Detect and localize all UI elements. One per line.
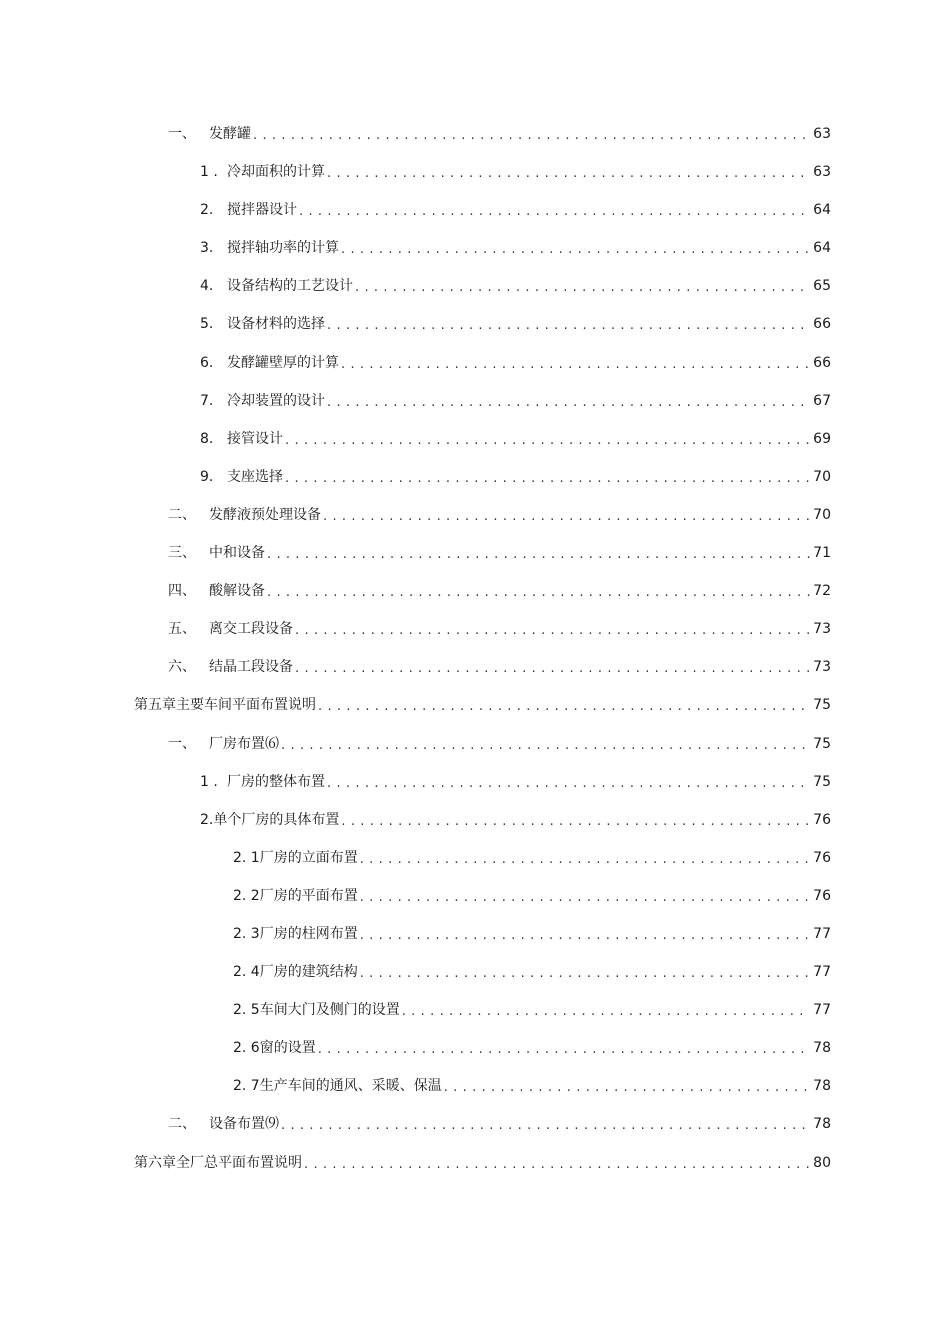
dot-leader	[318, 696, 810, 716]
toc-entry-row	[168, 734, 831, 754]
toc-entry[interactable]	[0, 497, 950, 535]
dot-leader	[327, 163, 810, 183]
toc-entry-row	[233, 1076, 831, 1096]
toc-entry[interactable]	[0, 1030, 950, 1068]
toc-entry[interactable]	[0, 345, 950, 383]
toc-entry-title: 第五章主要车间平面布置说明	[134, 697, 316, 714]
toc-entry-number: 二、	[168, 506, 196, 523]
toc-entry-page-number: 77	[813, 925, 831, 942]
toc-entry[interactable]	[0, 192, 950, 230]
toc-entry-title: 2. 5车间大门及侧门的设置	[233, 1002, 400, 1019]
toc-entry-title: 厂房的整体布置	[227, 773, 325, 790]
toc-entry-title: 支座选择	[227, 468, 283, 485]
toc-entry-title: 结晶工段设备	[209, 659, 293, 676]
toc-entry-row	[168, 1114, 831, 1134]
dot-leader	[327, 392, 810, 412]
toc-entry-number: 六、	[168, 659, 196, 676]
toc-entry[interactable]	[0, 878, 950, 916]
dot-leader	[295, 620, 810, 640]
toc-entry-page-number: 78	[813, 1078, 831, 1095]
toc-entry-page-number: 70	[813, 468, 831, 485]
toc-entry-row	[134, 695, 831, 715]
toc-entry-number: 1 .	[200, 773, 218, 790]
dot-leader	[402, 1001, 810, 1021]
toc-entry-title: 设备结构的工艺设计	[227, 278, 353, 295]
toc-entry-title: 酸解设备	[209, 583, 265, 600]
toc-entry-title: 2. 7生产车间的通风、采暖、保温	[233, 1078, 442, 1095]
toc-entry[interactable]	[0, 802, 950, 840]
toc-entry-row	[200, 353, 831, 373]
toc-entry[interactable]	[0, 383, 950, 421]
toc-entry-page-number: 75	[813, 773, 831, 790]
toc-entry-title: 接管设计	[227, 430, 283, 447]
dot-leader	[285, 430, 810, 450]
toc-entry-row	[200, 391, 831, 411]
toc-entry-number: 4.	[200, 278, 214, 295]
toc-entry-title: 厂房布置⑹	[209, 735, 279, 752]
dot-leader	[295, 658, 810, 678]
toc-entry-page-number: 69	[813, 430, 831, 447]
toc-entry[interactable]	[0, 687, 950, 725]
toc-entry-number: 7.	[200, 392, 214, 409]
toc-entry-page-number: 63	[813, 164, 831, 181]
toc-entry-title: 2.单个厂房的具体布置	[200, 811, 340, 828]
toc-entry-row	[233, 962, 831, 982]
toc-entry-row	[200, 200, 831, 220]
toc-entry-row	[233, 1000, 831, 1020]
toc-entry-number: 1 .	[200, 164, 218, 181]
dot-leader	[360, 887, 810, 907]
toc-entry-row	[200, 810, 831, 830]
toc-entry-title: 发酵液预处理设备	[209, 506, 321, 523]
toc-entry-title: 中和设备	[209, 545, 265, 562]
dot-leader	[299, 201, 810, 221]
dot-leader	[341, 354, 810, 374]
toc-entry[interactable]	[0, 726, 950, 764]
toc-entry-title: 冷却装置的设计	[227, 392, 325, 409]
toc-entry-row	[200, 467, 831, 487]
toc-entry-number: 一、	[168, 735, 196, 752]
toc-entry-title: 第六章全厂总平面布置说明	[134, 1154, 302, 1171]
toc-entry-page-number: 70	[813, 506, 831, 523]
toc-entry-page-number: 64	[813, 202, 831, 219]
dot-leader	[341, 239, 810, 259]
dot-leader	[341, 811, 810, 831]
toc-entry-page-number: 77	[813, 1002, 831, 1019]
toc-entry-number: 6.	[200, 354, 214, 371]
toc-entry-number: 2.	[200, 202, 214, 219]
toc-entry-row	[233, 924, 831, 944]
toc-entry-title: 发酵罐壁厚的计算	[227, 354, 339, 371]
toc-entry-title: 设备材料的选择	[227, 316, 325, 333]
toc-entry[interactable]	[0, 116, 950, 154]
dot-leader	[267, 582, 810, 602]
toc-entry-page-number: 76	[813, 849, 831, 866]
toc-entry-title: 搅拌轴功率的计算	[227, 240, 339, 257]
toc-entry[interactable]	[0, 573, 950, 611]
toc-entry-row	[200, 276, 831, 296]
toc-entry-row	[168, 657, 831, 677]
dot-leader	[281, 735, 810, 755]
toc-entry-row	[168, 581, 831, 601]
toc-entry[interactable]	[0, 649, 950, 687]
toc-entry-title: 2. 4厂房的建筑结构	[233, 964, 358, 981]
toc-entry-title: 2. 1厂房的立面布置	[233, 849, 358, 866]
toc-entry-row	[200, 238, 831, 258]
toc-entry[interactable]	[0, 992, 950, 1030]
dot-leader	[253, 125, 810, 145]
toc-entry-page-number: 76	[813, 887, 831, 904]
toc-entry-number: 四、	[168, 583, 196, 600]
dot-leader	[323, 506, 810, 526]
toc-entry-row	[233, 848, 831, 868]
dot-leader	[355, 277, 810, 297]
toc-entry-page-number: 75	[813, 697, 831, 714]
toc-entry-title: 2. 2厂房的平面布置	[233, 887, 358, 904]
toc-entry[interactable]	[0, 611, 950, 649]
toc-entry-title: 搅拌器设计	[227, 202, 297, 219]
toc-entry-row	[200, 429, 831, 449]
toc-entry-number: 二、	[168, 1116, 196, 1133]
toc-entry-row	[168, 505, 831, 525]
dot-leader	[360, 925, 810, 945]
toc-entry[interactable]	[0, 459, 950, 497]
toc-entry-page-number: 65	[813, 278, 831, 295]
toc-entry-page-number: 73	[813, 659, 831, 676]
toc-entry-row	[200, 772, 831, 792]
dot-leader	[304, 1154, 810, 1174]
toc-entry[interactable]	[0, 230, 950, 268]
toc-entry-title: 发酵罐	[209, 126, 251, 142]
toc-entry-page-number: 67	[813, 392, 831, 409]
toc-entry[interactable]	[0, 306, 950, 344]
toc-entry-number: 三、	[168, 545, 196, 562]
toc-entry[interactable]	[0, 954, 950, 992]
toc-entry[interactable]	[0, 1068, 950, 1106]
toc-entry-page-number: 80	[813, 1154, 831, 1171]
dot-leader	[327, 773, 810, 793]
toc-entry-page-number: 73	[813, 621, 831, 638]
toc-entry[interactable]	[0, 1145, 950, 1183]
toc-entry-page-number: 64	[813, 240, 831, 257]
toc-entry-title: 2. 6窗的设置	[233, 1040, 316, 1057]
toc-entry-row	[233, 1038, 831, 1058]
toc-entry-number: 一、	[168, 126, 196, 142]
toc-entry-title: 设备布置⑼	[209, 1116, 279, 1133]
toc-entry-page-number: 71	[813, 545, 831, 562]
toc-entry-number: 8.	[200, 430, 214, 447]
toc-entry-number: 3.	[200, 240, 214, 257]
toc-entry-page-number: 77	[813, 964, 831, 981]
toc-entry-row	[134, 1153, 831, 1173]
toc-entry-page-number: 78	[813, 1040, 831, 1057]
toc-entry-page-number: 66	[813, 354, 831, 371]
toc-entry-row	[200, 314, 831, 334]
toc-entry-row	[168, 543, 831, 563]
table-of-contents	[0, 116, 950, 1183]
toc-entry-number: 9.	[200, 468, 214, 485]
dot-leader	[267, 544, 810, 564]
toc-entry-title: 离交工段设备	[209, 621, 293, 638]
toc-entry[interactable]	[0, 535, 950, 573]
toc-entry[interactable]	[0, 154, 950, 192]
dot-leader	[360, 849, 810, 869]
dot-leader	[360, 963, 810, 983]
toc-entry-page-number: 72	[813, 583, 831, 600]
toc-entry-title: 冷却面积的计算	[227, 164, 325, 181]
toc-entry[interactable]	[0, 916, 950, 954]
toc-entry-page-number: 76	[813, 811, 831, 828]
toc-entry-page-number: 75	[813, 735, 831, 752]
toc-entry-page-number: 78	[813, 1116, 831, 1133]
dot-leader	[281, 1115, 810, 1135]
dot-leader	[285, 468, 810, 488]
dot-leader	[327, 315, 810, 335]
toc-entry-page-number: 63	[813, 126, 831, 142]
toc-entry-title: 2. 3厂房的柱网布置	[233, 925, 358, 942]
toc-entry[interactable]	[0, 1106, 950, 1144]
toc-entry-row	[168, 619, 831, 639]
toc-entry[interactable]	[0, 764, 950, 802]
toc-entry[interactable]	[0, 840, 950, 878]
toc-entry-page-number: 66	[813, 316, 831, 333]
toc-entry-row	[233, 886, 831, 906]
dot-leader	[444, 1077, 810, 1097]
toc-entry-row	[168, 124, 831, 144]
toc-entry-number: 五、	[168, 621, 196, 638]
toc-entry[interactable]	[0, 421, 950, 459]
toc-entry[interactable]	[0, 268, 950, 306]
dot-leader	[318, 1039, 810, 1059]
toc-entry-row	[200, 162, 831, 182]
toc-entry-number: 5.	[200, 316, 214, 333]
